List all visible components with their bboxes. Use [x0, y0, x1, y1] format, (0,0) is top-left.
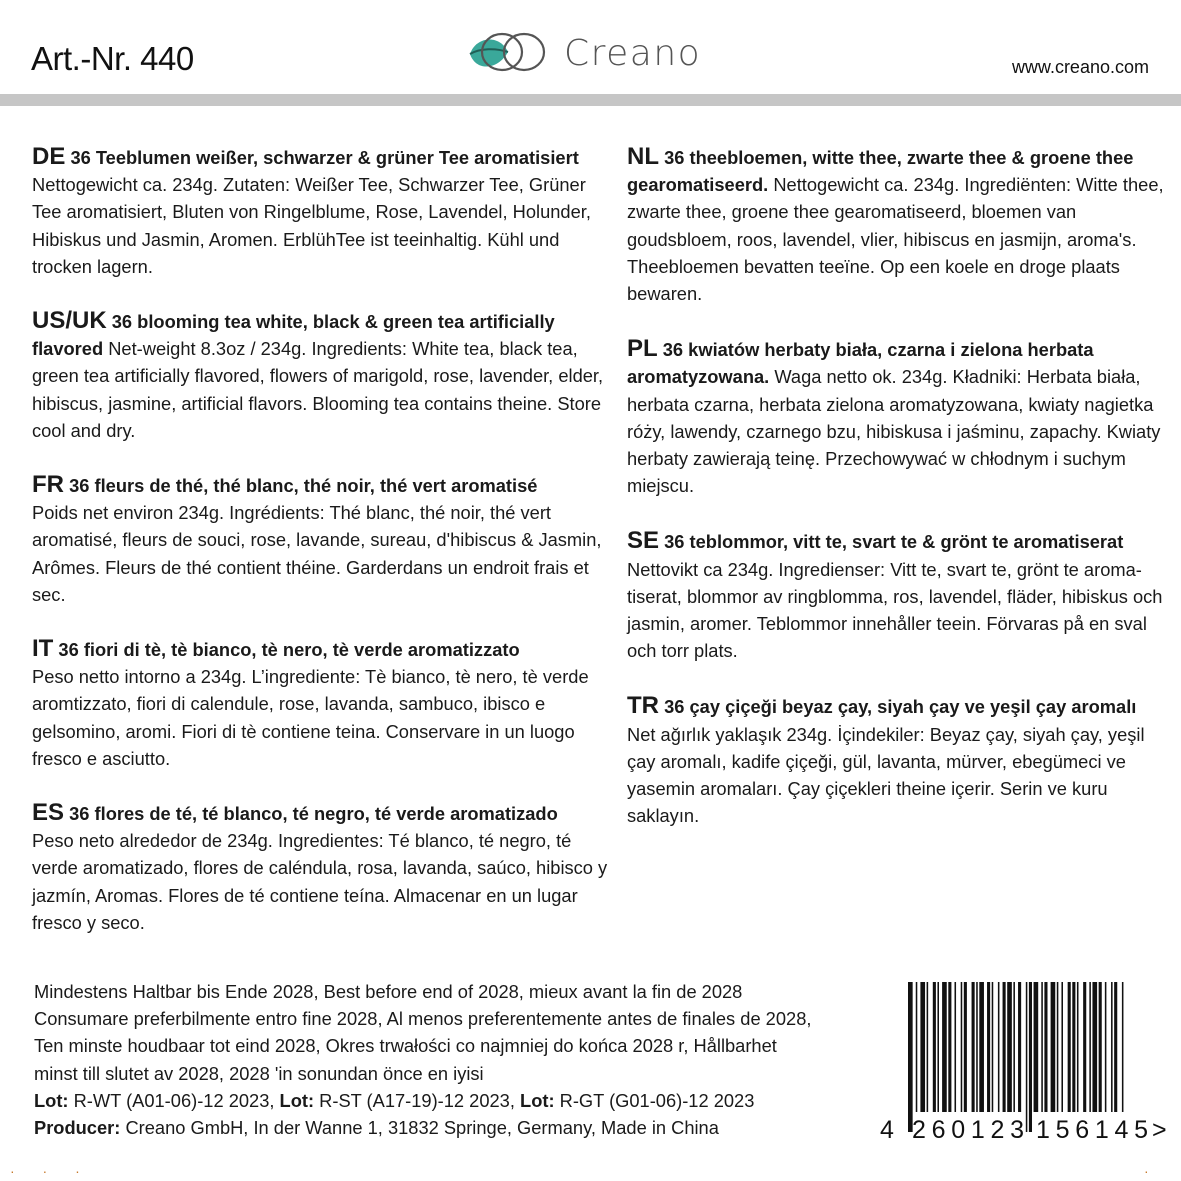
- barcode-bar: [908, 982, 913, 1132]
- barcode-bar: [955, 982, 957, 1112]
- barcode-bar: [987, 982, 990, 1112]
- website-link[interactable]: www.creano.com: [1011, 57, 1149, 77]
- barcode-bar: [1089, 982, 1091, 1112]
- language-code: FR: [32, 471, 64, 499]
- barcode-bar: [979, 982, 984, 1112]
- product-description: Net ağırlık yaklaşık 234g. İçindekiler: Beyaz çay, siyah çay, yeşil çay aromalı, kadife çiçeği, gül, lavanta, mürver, ebegümeci ve yasemin aromaları. Çay çiçekleri theine içerir. Serin ve kuru saklayın.: [627, 723, 1145, 827]
- barcode-bar: [1026, 982, 1028, 1132]
- section-pl: [627, 335, 1167, 499]
- barcode-bar: [1034, 982, 1039, 1112]
- barcode-bar: [1114, 982, 1117, 1112]
- producer-label: Producer:: [34, 1117, 121, 1139]
- language-code: DE: [32, 143, 66, 170]
- barcode-bar: [948, 982, 951, 1112]
- language-code: TR: [627, 692, 659, 720]
- section-se: [627, 527, 1167, 664]
- barcode-bar: [1013, 982, 1015, 1112]
- decorative-dot: ·: [1144, 1163, 1149, 1179]
- language-code: NL: [627, 143, 659, 170]
- footer-info: [34, 978, 814, 1141]
- lot-value: R-ST (A17-19)-12 2023,: [319, 1089, 515, 1111]
- section-es: [32, 799, 612, 936]
- product-name: 36 kwiatów herbaty biała, czarna i zielona herbata aromatyzowana.: [627, 339, 1094, 388]
- barcode-bar: [942, 982, 947, 1112]
- barcode-bar: [933, 982, 936, 1112]
- barcode-bar: [1092, 982, 1097, 1112]
- brand-name: Creano: [564, 32, 702, 74]
- barcode-bar: [964, 982, 967, 1112]
- producer-value: Creano GmbH, In der Wanne 1, 31832 Springe, Germany, Made in China: [125, 1117, 719, 1139]
- barcode-bar: [1072, 982, 1075, 1112]
- barcode-bar: [927, 982, 929, 1112]
- product-description: Peso netto intorno a 234g. L’ingrediente: Tè bianco, tè nero, tè verde aromtizzato, fiori di calendule, rose, lavanda, sambuco, ibisco e gelsomino, aromi. Fiori di tè contiene teina. Conservare in un luogo fresco e asciutto.: [32, 666, 589, 769]
- language-code: ES: [32, 799, 65, 827]
- barcode-bar: [1044, 982, 1047, 1112]
- product-name: 36 teblommor, vitt te, svart te & grönt te aromatiserat: [664, 531, 1124, 553]
- lot-label: Lot:: [520, 1089, 555, 1111]
- barcode-bar: [1029, 982, 1032, 1132]
- product-description: Waga netto ok. 234g. Kładniki: Herbata biała, herbata czarna, herbata zielona aromatyzowana, kwiaty nagietka róży, lawendy, czarnego bzu, hibiskusa i jaśminu, zapachy. Kwiaty herbaty zawierają teinę. Przechowywać w chłodnym i suchym miejscu.: [627, 366, 1161, 497]
- product-name: 36 Teeblumen weißer, schwarzer & grüner Tee aromatisiert: [70, 147, 579, 168]
- product-description: Nettogewicht ca. 234g. Ingrediënten: Witte thee, zwarte thee, groene thee gearomatiseerd, bloemen van goudsbloem, roos, lavendel, vlier, hibiscus en jasmijn, aroma's. Theebloemen bevatten teeïne. Op een koele en droge plaats bewaren.: [627, 174, 1164, 305]
- barcode-bar: [916, 982, 918, 1112]
- barcode: [880, 982, 1170, 1144]
- language-code: US/UK: [32, 307, 107, 335]
- barcode-bar: [972, 982, 975, 1112]
- product-description: Nettogewicht ca. 234g. Zutaten: Weißer Tee, Schwarzer Tee, Grüner Tee aromatisiert, Bluten von Ringelblume, Rose, Lavendel, Holunder, Hibiskus und Jasmin, Aromen. ErblühTee ist teeinhaltig. Kühl und trocken lagern.: [32, 174, 591, 277]
- barcode-group-1: 260123: [912, 1116, 1024, 1144]
- barcode-bar: [961, 982, 963, 1112]
- article-number: Art.-Nr. 440: [31, 40, 194, 77]
- header-divider: [0, 94, 1181, 106]
- barcode-bar: [937, 982, 939, 1112]
- lot-value: R-WT (A01-06)-12 2023,: [73, 1089, 275, 1111]
- section-tr: [627, 692, 1167, 829]
- barcode-bar: [1083, 982, 1086, 1112]
- best-before-text: Mindestens Haltbar bis Ende 2028, Best before end of 2028, mieux avant la fin de 2028 Consumare preferbilmente entro fine 2028, Al menos preferentemente antes de finales de 2028, Ten minste houdbaar tot eind 2028, Okres trwałości co najmniej do końca 2028 r, Hållbarhet minst till slutet av 2028, 2028 'in sonundan önce en iyisi: [34, 981, 812, 1084]
- barcode-bar: [1057, 982, 1059, 1112]
- barcode-bar: [1041, 982, 1043, 1112]
- header: [0, 0, 1181, 100]
- barcode-marker: >: [1152, 1116, 1167, 1144]
- product-description: Nettovikt ca 234g. Ingredienser: Vitt te, svart te, grönt te aroma-tiserat, blommor av ringblomma, ros, lavendel, fläder, hibiskus och jasmin, aromer. Teblommor innehåller teein. Förvaras på en sval och torr plats.: [627, 558, 1163, 662]
- barcode-bar: [1061, 982, 1063, 1112]
- barcode-bar: [1007, 982, 1012, 1112]
- product-description: Peso neto alrededor de 234g. Ingredientes: Té blanco, té negro, té verde aromatizado, flores de caléndula, rosa, lavanda, saúco, hibisco y jazmín, Aromas. Flores de té contiene teína. Almacenar en un lugar fresco y seco.: [32, 830, 608, 933]
- barcode-bar: [1077, 982, 1079, 1112]
- product-name: 36 çay çiçeği beyaz çay, siyah çay ve yeşil çay aromalı: [664, 696, 1137, 718]
- product-description: Poids net environ 234g. Ingrédients: Thé blanc, thé noir, thé vert aromatisé, fleurs de souci, rose, lavande, sureau, d'hibiscus & Jasmin, Arômes. Fleurs de thé contient théine. Garderdans un endroit frais et sec.: [32, 502, 602, 605]
- section-nl: [627, 143, 1167, 307]
- barcode-bar: [1122, 982, 1124, 1112]
- barcode-bar: [1099, 982, 1102, 1112]
- barcode-bars: [908, 982, 1123, 1132]
- barcode-group-2: 156145: [1036, 1116, 1148, 1144]
- product-name: 36 fleurs de thé, thé blanc, thé noir, thé vert aromatisé: [69, 475, 538, 497]
- lot-label: Lot:: [279, 1089, 315, 1111]
- left-column: [32, 143, 612, 963]
- decorative-dots: · · ·: [10, 1163, 92, 1179]
- lot-value: R-GT (G01-06)-12 2023: [559, 1089, 755, 1111]
- product-description: Net-weight 8.3oz / 234g. Ingredients: White tea, black tea, green tea artificially flavored, flowers of marigold, rose, lavender, elder, hibiscus, jasmine, artificial flavors. Blooming tea contains theine. Store cool and dry.: [32, 338, 604, 441]
- section-de: [32, 143, 612, 280]
- language-code: IT: [32, 635, 54, 663]
- product-name: 36 fiori di tè, tè bianco, tè nero, tè verde aromatizzato: [58, 639, 520, 661]
- barcode-bar: [992, 982, 994, 1112]
- producer-line: [34, 1114, 814, 1141]
- creano-leaf-logo-icon: [466, 30, 548, 76]
- barcode-bar: [1111, 982, 1113, 1112]
- brand-logo: [466, 30, 701, 76]
- product-name: 36 blooming tea white, black & green tea artificially flavored: [32, 311, 555, 360]
- barcode-bar: [1105, 982, 1107, 1112]
- lot-line: [34, 1087, 814, 1114]
- section-it: [32, 635, 612, 772]
- barcode-bar: [920, 982, 925, 1112]
- product-name: 36 flores de té, té blanco, té negro, té verde aromatizado: [69, 803, 558, 825]
- barcode-bar: [1051, 982, 1056, 1112]
- barcode-bar: [976, 982, 978, 1112]
- barcode-bar: [998, 982, 1000, 1112]
- lot-label: Lot:: [34, 1089, 69, 1111]
- language-code: PL: [627, 335, 658, 363]
- barcode-bar: [1003, 982, 1006, 1112]
- section-us-uk: [32, 307, 612, 444]
- barcode-bar: [1068, 982, 1071, 1112]
- right-column: [627, 143, 1167, 857]
- barcode-bar: [1018, 982, 1021, 1112]
- product-name: 36 theebloemen, witte thee, zwarte thee & groene thee gearomatiseerd.: [627, 147, 1134, 196]
- language-code: SE: [627, 527, 660, 555]
- barcode-lead-digit: 4: [880, 1116, 894, 1144]
- section-fr: [32, 471, 612, 608]
